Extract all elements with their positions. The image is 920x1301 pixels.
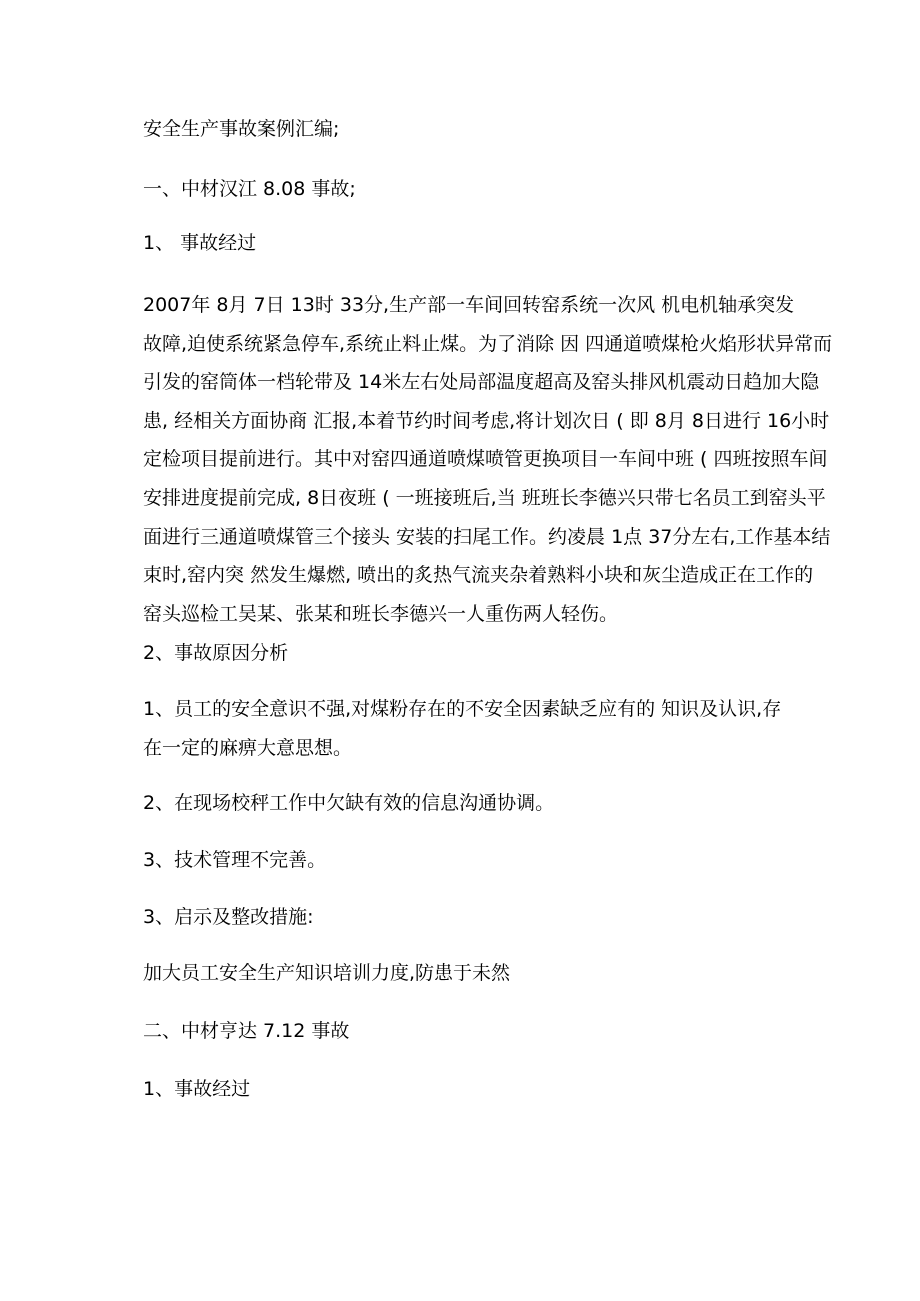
section2-sub-accident-process: 1、事故经过 <box>143 1078 251 1100</box>
paragraph-line: 故障,迫使系统紧急停车,系统止料止煤。为了消除 因 四通道喷煤枪火焰形状异常而 <box>143 332 833 355</box>
document-title: 安全生产事故案例汇编; <box>143 118 340 140</box>
section1-heading: 一、中材汉江 8.08 事故; <box>143 178 356 200</box>
paragraph-line: 1、员工的安全意识不强,对煤粉存在的不安全因素缺乏应有的 知识及认识,存 <box>143 698 782 720</box>
paragraph-line: 束时,窑内突 然发生爆燃, 喷出的炙热气流夹杂着熟料小块和灰尘造成正在工作的 <box>143 564 814 587</box>
cause-1-paragraph <box>143 690 823 767</box>
cause-3: 3、技术管理不完善。 <box>143 849 327 871</box>
cause-2: 2、在现场校秤工作中欠缺有效的信息沟通协调。 <box>143 792 555 814</box>
section2-heading: 二、中材亨达 7.12 事故 <box>143 1020 350 1042</box>
measure-text: 加大员工安全生产知识培训力度,防患于未然 <box>143 962 511 984</box>
section1-body-paragraph <box>143 286 833 633</box>
paragraph-line: 患, 经相关方面协商 汇报,本着节约时间考虑,将计划次日 ( 即 8月 8日进行 16小时 <box>143 409 830 432</box>
paragraph-line: 2007年 8月 7日 13时 33分,生产部一车间回转窑系统一次风 机电机轴承突发 <box>143 294 795 316</box>
paragraph-line: 定检项目提前进行。其中对窑四通道喷煤喷管更换项目一车间中班 ( 四班按照车间 <box>143 448 828 471</box>
paragraph-line: 在一定的麻痹大意思想。 <box>143 736 353 759</box>
section1-sub-accident-process: 1、 事故经过 <box>143 232 257 254</box>
paragraph-line: 窑头巡检工吴某、张某和班长李德兴一人重伤两人轻伤。 <box>143 602 619 625</box>
paragraph-line: 引发的窑筒体一档轮带及 14米左右处局部温度超高及窑头排风机震动日趋加大隐 <box>143 371 820 394</box>
paragraph-line: 面进行三通道喷煤管三个接头 安装的扫尾工作。约凌晨 1点 37分左右,工作基本结 <box>143 525 831 548</box>
section1-sub-cause-analysis: 2、事故原因分析 <box>143 642 289 664</box>
section1-sub-measures: 3、启示及整改措施: <box>143 906 314 928</box>
paragraph-line: 安排进度提前完成, 8日夜班 ( 一班接班后,当 班班长李德兴只带七名员工到窑头平 <box>143 486 826 509</box>
